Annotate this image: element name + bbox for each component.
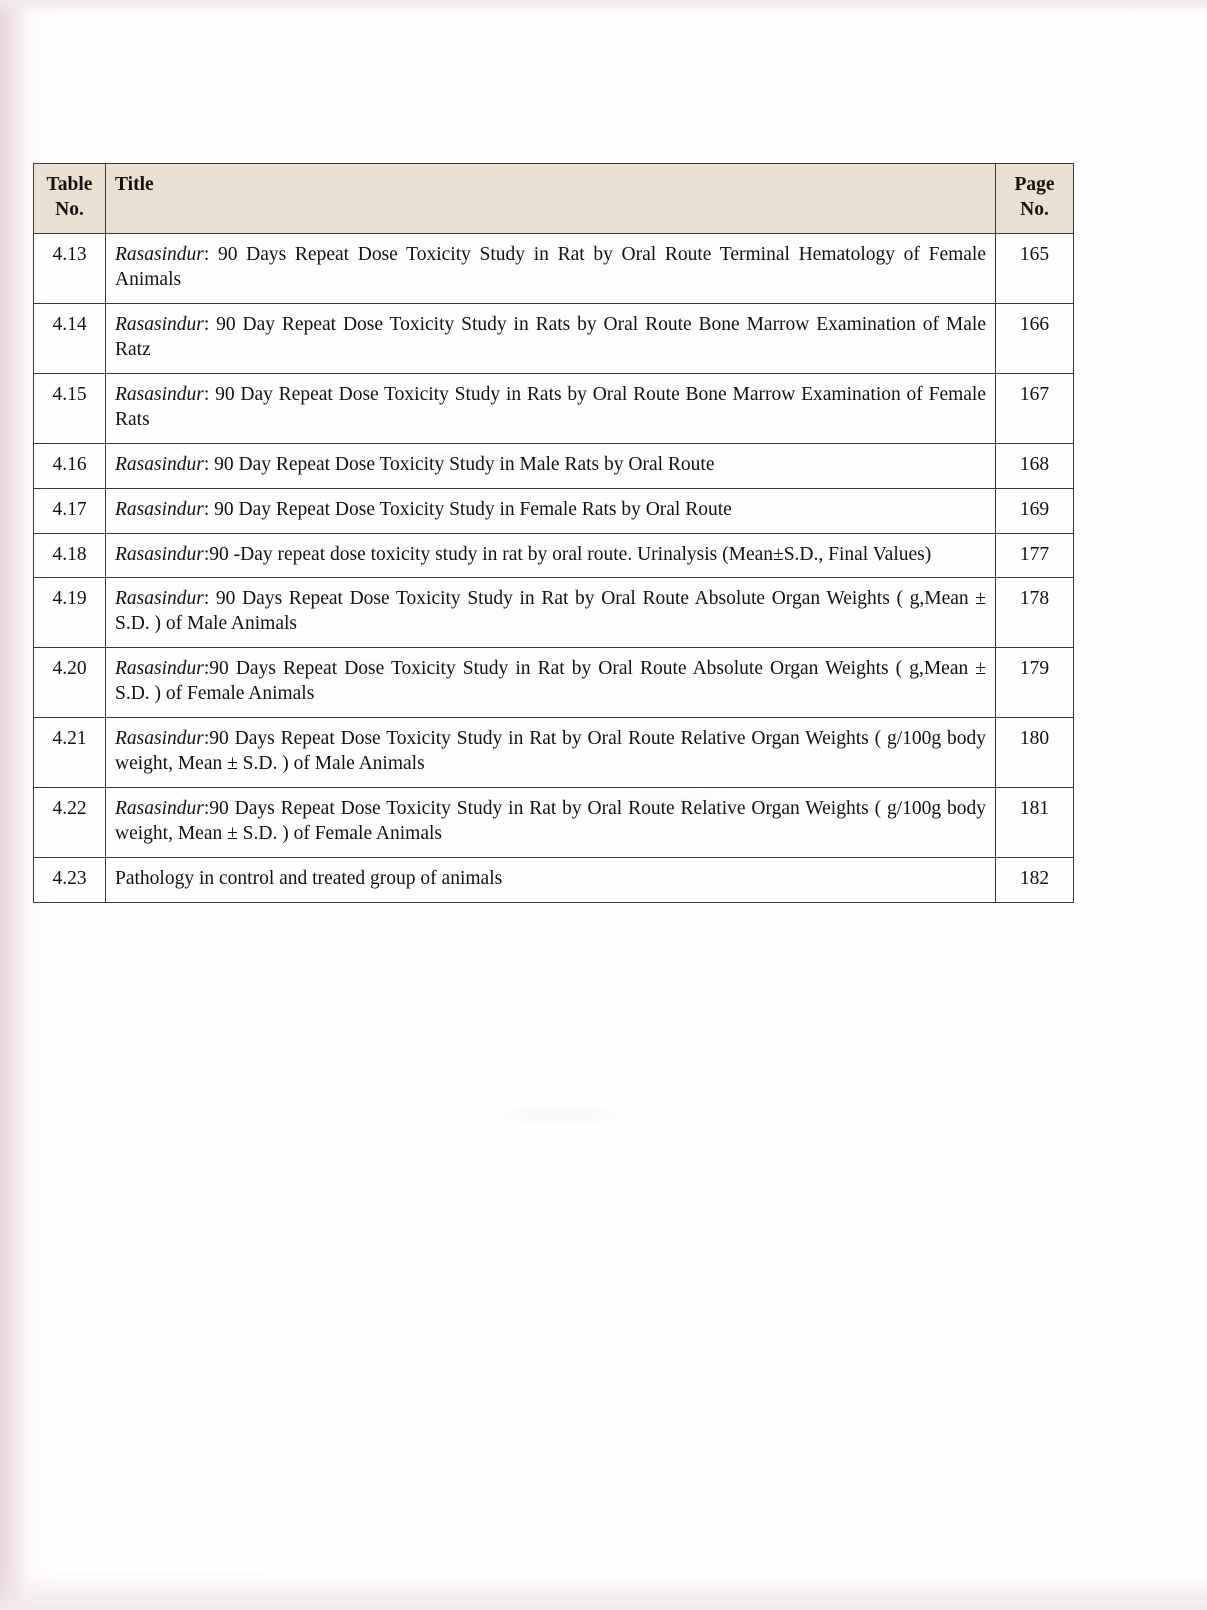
table-row (34, 373, 1074, 443)
column-header-table-no-line2: No. (55, 198, 84, 220)
cell-page-no: 168 (996, 443, 1074, 488)
cell-title (106, 303, 996, 373)
table-row (34, 578, 1074, 648)
cell-title-italic: Rasasindur (115, 383, 204, 405)
table-of-contents-table (33, 163, 1074, 903)
cell-table-no: 4.17 (34, 488, 106, 533)
cell-title-italic: Rasasindur (115, 728, 204, 750)
table-body (34, 233, 1074, 902)
cell-table-no: 4.22 (34, 788, 106, 858)
page-bottom-edge-shadow (0, 1570, 1207, 1610)
cell-title-rest: : 90 Days Repeat Dose Toxicity Study in Rat by Oral Route Absolute Organ Weights ( g,Mean ± S.D. ) of Male Animals (115, 588, 986, 635)
column-header-page-no (996, 164, 1074, 234)
cell-page-no: 179 (996, 648, 1074, 718)
cell-title-rest: :90 Days Repeat Dose Toxicity Study in Rat by Oral Route Relative Organ Weights ( g/100g body weight, Mean ± S.D. ) of Female Animals (115, 798, 986, 845)
column-header-table-no-line1: Table (46, 174, 93, 195)
cell-page-no: 166 (996, 303, 1074, 373)
column-header-title: Title (106, 164, 996, 234)
cell-title (106, 578, 996, 648)
header-row (34, 164, 1074, 234)
cell-page-no: 180 (996, 718, 1074, 788)
cell-title-rest: Pathology in control and treated group of animals (115, 868, 503, 890)
cell-title-italic: Rasasindur (115, 798, 204, 820)
cell-title (106, 488, 996, 533)
cell-title-rest: :90 Days Repeat Dose Toxicity Study in Rat by Oral Route Absolute Organ Weights ( g,Mean ± S.D. ) of Female Animals (115, 658, 986, 705)
cell-title-rest: : 90 Day Repeat Dose Toxicity Study in Male Rats by Oral Route (203, 453, 715, 475)
table-row (34, 303, 1074, 373)
cell-page-no: 165 (996, 233, 1074, 303)
table-row (34, 858, 1074, 903)
cell-title-rest: :90 -Day repeat dose toxicity study in rat by oral route. Urinalysis (Mean±S.D., Final Values) (203, 543, 932, 565)
cell-title-rest: :90 Days Repeat Dose Toxicity Study in Rat by Oral Route Relative Organ Weights ( g/100g body weight, Mean ± S.D. ) of Male Animals (115, 728, 986, 775)
cell-title-italic: Rasasindur (115, 313, 204, 335)
table-row (34, 718, 1074, 788)
cell-title-rest: : 90 Day Repeat Dose Toxicity Study in Rats by Oral Route Bone Marrow Examination of Female Rats (115, 383, 986, 430)
cell-table-no: 4.21 (34, 718, 106, 788)
page-left-edge-shadow (0, 0, 30, 1610)
cell-title-italic: Rasasindur (115, 543, 204, 565)
cell-title-italic: Rasasindur (115, 498, 204, 520)
cell-title (106, 718, 996, 788)
cell-page-no: 181 (996, 788, 1074, 858)
cell-table-no: 4.16 (34, 443, 106, 488)
table-row (34, 648, 1074, 718)
column-header-table-no (34, 164, 106, 234)
cell-page-no: 182 (996, 858, 1074, 903)
cell-table-no: 4.15 (34, 373, 106, 443)
table-row (34, 488, 1074, 533)
cell-title-rest: : 90 Day Repeat Dose Toxicity Study in Female Rats by Oral Route (203, 498, 732, 520)
cell-title (106, 443, 996, 488)
cell-table-no: 4.13 (34, 233, 106, 303)
cell-table-no: 4.23 (34, 858, 106, 903)
cell-table-no: 4.19 (34, 578, 106, 648)
cell-title (106, 648, 996, 718)
cell-title (106, 533, 996, 578)
scan-artifact (500, 1110, 620, 1120)
cell-page-no: 169 (996, 488, 1074, 533)
table-row (34, 788, 1074, 858)
column-header-page-no-line1: Page (1014, 174, 1055, 195)
table-row (34, 233, 1074, 303)
cell-title-rest: : 90 Days Repeat Dose Toxicity Study in Rat by Oral Route Terminal Hematology of Female Animals (115, 243, 986, 290)
list-of-tables (33, 163, 1073, 903)
cell-title (106, 233, 996, 303)
cell-title (106, 788, 996, 858)
table-row (34, 443, 1074, 488)
cell-page-no: 167 (996, 373, 1074, 443)
cell-page-no: 178 (996, 578, 1074, 648)
table-row (34, 533, 1074, 578)
cell-title-italic: Rasasindur (115, 243, 204, 265)
cell-table-no: 4.14 (34, 303, 106, 373)
cell-title (106, 373, 996, 443)
cell-title-italic: Rasasindur (115, 453, 204, 475)
table-header (34, 164, 1074, 234)
column-header-page-no-line2: No. (1020, 198, 1049, 220)
cell-title-rest: : 90 Day Repeat Dose Toxicity Study in Rats by Oral Route Bone Marrow Examination of Male Ratz (115, 313, 986, 360)
cell-table-no: 4.18 (34, 533, 106, 578)
cell-title-italic: Rasasindur (115, 658, 204, 680)
cell-title (106, 858, 996, 903)
page-top-edge-shadow (0, 0, 1207, 16)
cell-table-no: 4.20 (34, 648, 106, 718)
cell-page-no: 177 (996, 533, 1074, 578)
cell-title-italic: Rasasindur (115, 588, 204, 610)
